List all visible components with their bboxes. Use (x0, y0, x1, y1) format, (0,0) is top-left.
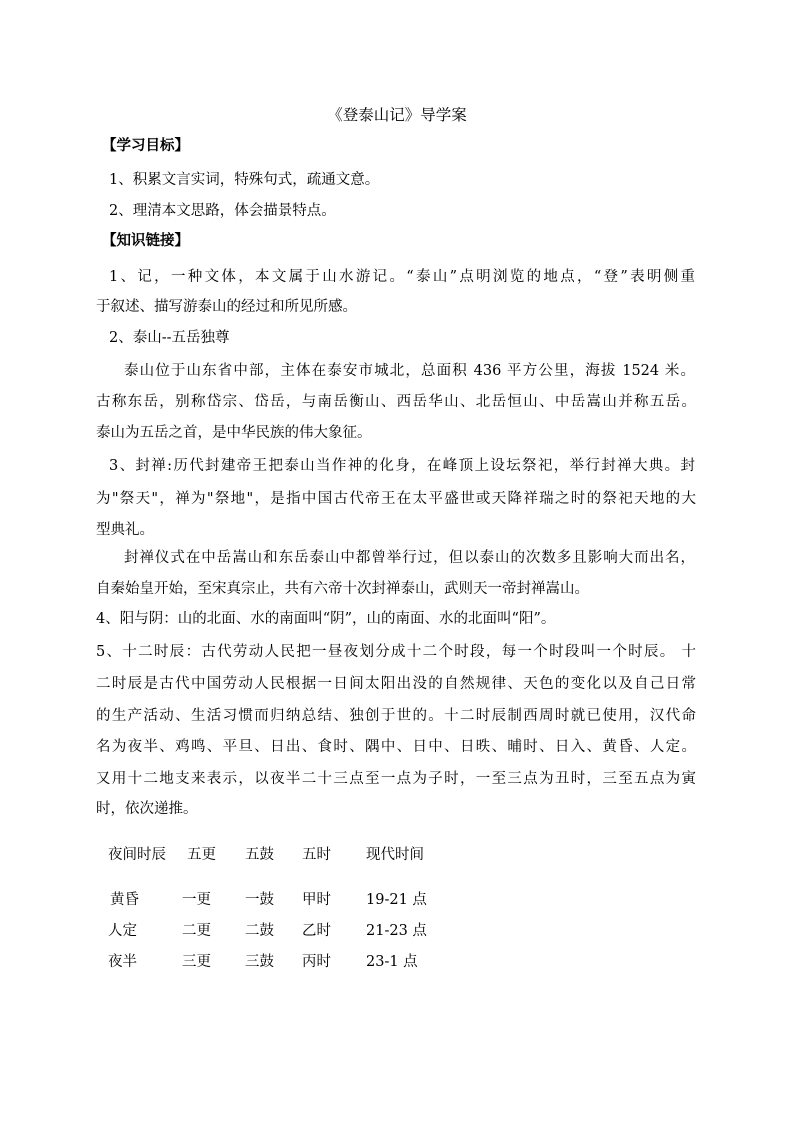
knowledge-3-line-1: 3、封禅:历代封建帝王把泰山当作神的化身，在峰顶上设坛祭祀，举行封禅大典。封 (109, 458, 695, 474)
links-heading: 【知识链接】 (102, 232, 189, 249)
table-header: 五鼓 (245, 847, 274, 863)
knowledge-4: 4、阳与阴：山的北面、水的南面叫“阴”，山的南面、水的北面叫“阳”。 (96, 611, 556, 627)
knowledge-2-heading: 2、泰山--五岳独尊 (109, 330, 230, 346)
table-cell: 21-23 点 (366, 923, 427, 939)
knowledge-5-line-5: 又用十二地支来表示，以夜半二十三点至一点为子时，一至三点为丑时，三至五点为寅 (96, 771, 696, 787)
knowledge-3-line-2: 为"祭天"，禅为"祭地"，是指中国古代帝王在太平盛世或天降祥瑞之时的祭祀天地的大 (96, 491, 696, 507)
table-header: 夜间时辰 (108, 847, 166, 863)
table-cell: 三鼓 (245, 954, 274, 970)
table-cell: 三更 (182, 954, 211, 970)
table-cell: 一鼓 (245, 892, 274, 908)
table-header: 五时 (302, 847, 331, 863)
table-header: 现代时间 (366, 847, 424, 863)
goal-item-1: 1、积累文言实词，特殊句式，疏通文意。 (109, 172, 380, 188)
knowledge-5-line-4: 名为夜半、鸡鸣、平旦、日出、食时、隅中、日中、日昳、晡时、日入、黄昏、人定。 (96, 739, 696, 755)
knowledge-3-line-5: 自秦始皇开始，至宋真宗止，共有六帝十次封禅泰山，武则天一帝封禅嵩山。 (96, 581, 589, 597)
goals-heading: 【学习目标】 (102, 137, 189, 154)
table-cell: 23-1 点 (366, 954, 418, 970)
knowledge-3-line-4: 封禅仪式在中岳嵩山和东岳泰山中都曾举行过，但以泰山的次数多且影响大而出名， (124, 550, 695, 566)
knowledge-1-line-1: 1、记，一种文体，本文属于山水游记。“泰山”点明浏览的地点，“登”表明侧重 (109, 269, 695, 285)
table-cell: 黄昏 (110, 892, 139, 908)
table-cell: 夜半 (108, 954, 137, 970)
table-header: 五更 (187, 847, 216, 863)
table-cell: 丙时 (302, 954, 331, 970)
table-cell: 二鼓 (245, 923, 274, 939)
knowledge-2-line-1: 泰山位于山东省中部，主体在泰安市城北，总面积 436 平方公里，海拔 1524 米。 (124, 363, 695, 379)
knowledge-1-line-2: 于叙述、描写游泰山的经过和所见所感。 (96, 299, 357, 315)
knowledge-3-line-3: 型典礼。 (96, 522, 154, 538)
table-cell: 19-21 点 (366, 892, 427, 908)
knowledge-2-line-3: 泰山为五岳之首，是中华民族的伟大象征。 (96, 425, 372, 441)
page-title: 《登泰山记》导学案 (327, 106, 467, 124)
knowledge-5-line-3: 的生产活动、生活习惯而归纳总结、独创于世的。十二时辰制西周时就已使用，汉代命 (96, 708, 696, 724)
goal-item-2: 2、理清本文思路，体会描景特点。 (109, 203, 336, 219)
knowledge-5-line-2: 二时辰是古代中国劳动人民根据一日间太阳出没的自然规律、天色的变化以及自己日常 (96, 676, 696, 692)
knowledge-5-line-1: 5、十二时辰：古代劳动人民把一昼夜划分成十二个时段，每一个时段叫一个时辰。 十 (96, 644, 696, 660)
table-cell: 乙时 (302, 923, 331, 939)
table-cell: 人定 (108, 923, 137, 939)
knowledge-5-line-6: 时，依次递推。 (96, 801, 198, 817)
table-cell: 二更 (182, 923, 211, 939)
knowledge-2-line-2: 古称东岳，别称岱宗、岱岳，与南岳衡山、西岳华山、北岳恒山、中岳嵩山并称五岳。 (96, 394, 696, 410)
table-cell: 一更 (182, 892, 211, 908)
table-cell: 甲时 (302, 892, 331, 908)
